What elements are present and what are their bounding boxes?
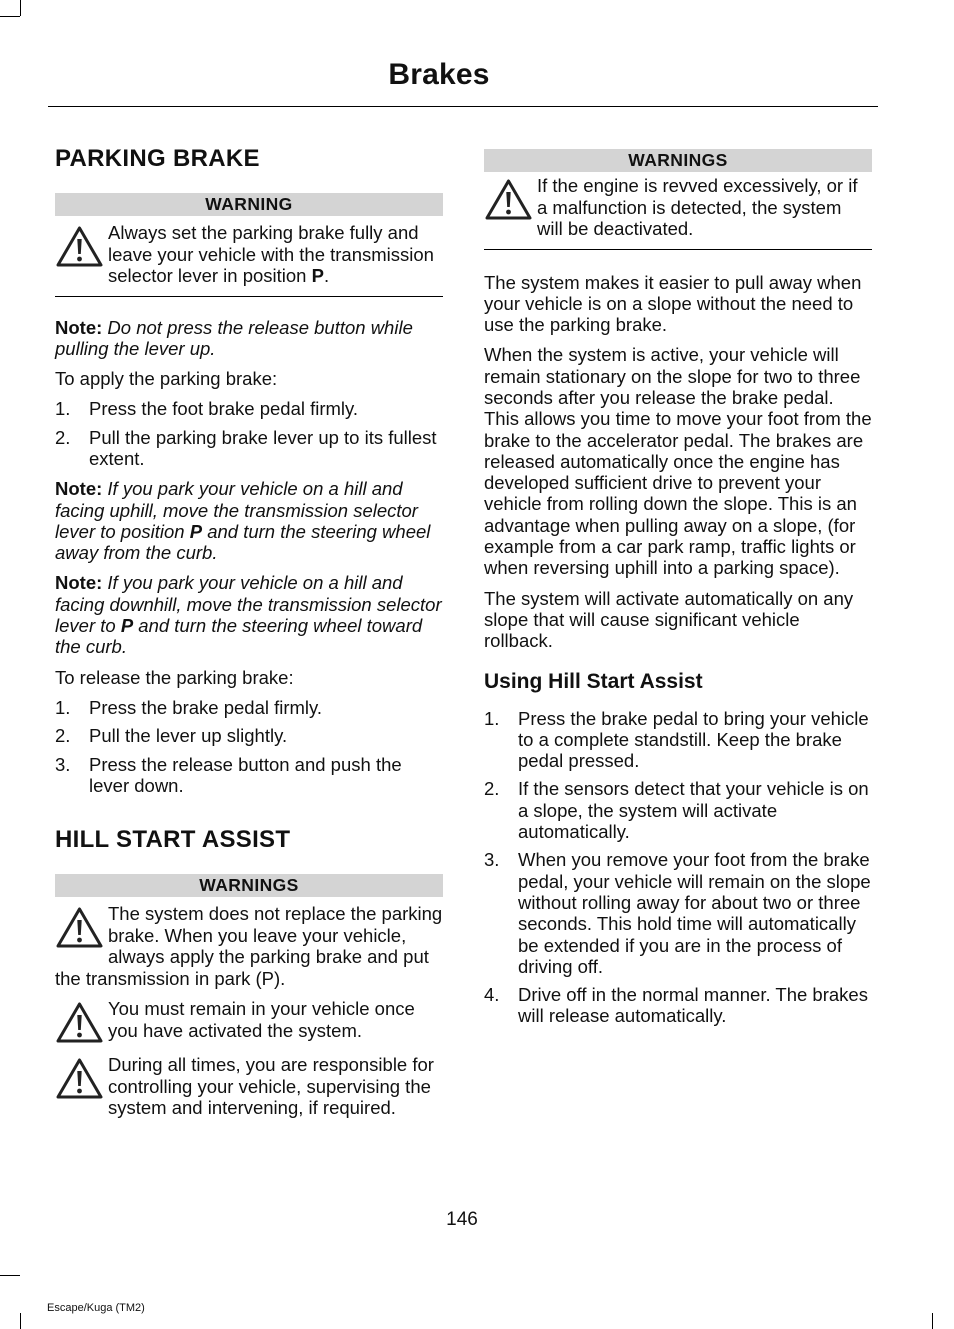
- warning-text: If the engine is revved excessively, or if a malfunction is detected, the system will be deactivated.: [537, 175, 858, 239]
- list-item: [484, 984, 872, 1027]
- warnings-heading: WARNINGS: [55, 874, 443, 897]
- position-letter: P: [189, 520, 203, 542]
- list-item: [55, 427, 443, 470]
- step-number: 2.: [484, 778, 500, 800]
- note: [55, 572, 443, 657]
- note-text: and turn the steering wheel toward the curb.: [55, 615, 423, 658]
- crop-mark: [20, 0, 21, 16]
- list-item: [484, 849, 872, 977]
- parking-brake-title: PARKING BRAKE: [55, 145, 260, 172]
- step-number: 2.: [55, 426, 71, 448]
- warning-triangle-icon: [55, 1057, 104, 1101]
- step-number: 4.: [484, 984, 500, 1006]
- warning-text: During all times, you are responsible for controlling your vehicle, supervising the system and intervening, if required.: [108, 1054, 434, 1119]
- step-text: Pull the parking brake lever up to its fullest extent.: [89, 426, 437, 469]
- warnings-block: [484, 172, 872, 250]
- crop-mark: [932, 1313, 933, 1329]
- note-label: Note:: [55, 572, 103, 594]
- apply-intro: To apply the parking brake:: [55, 368, 278, 390]
- footer-model: Escape/Kuga (TM2): [47, 1302, 145, 1314]
- step-text: Press the foot brake pedal firmly.: [89, 398, 359, 420]
- note: [55, 317, 443, 360]
- warning-triangle-icon: [484, 178, 533, 222]
- crop-mark: [0, 16, 20, 17]
- warning-block: [55, 216, 443, 297]
- left-column: [55, 145, 443, 1148]
- crop-mark: [0, 1275, 20, 1276]
- step-text: Press the brake pedal to bring your vehicle to a complete standstill. Keep the brake pedal pressed.: [518, 707, 869, 772]
- warning-item: [55, 903, 443, 989]
- list-item: [484, 778, 872, 842]
- page-header-title: Brakes: [388, 58, 490, 91]
- note-text: If you park your vehicle on a hill and facing downhill, move the transmission selector lever to: [55, 572, 442, 637]
- warnings-block: [55, 897, 443, 1128]
- step-number: 1.: [484, 707, 500, 729]
- step-number: 1.: [55, 696, 71, 718]
- step-number: 3.: [55, 753, 71, 775]
- using-hill-start-title: Using Hill Start Assist: [484, 669, 703, 693]
- body-paragraph: When the system is active, your vehicle will remain stationary on the slope for two to three seconds after you release the brake pedal. This allows you time to move your foot from the brake to the accelerator pedal. The brakes are released automatically once the engine has developed sufficient drive to prevent your vehicle from rolling down the slope. This is an advantage when pulling away on a slope, (for example from a car park ramp, traffic lights or when reversing uphill into a parking space).: [484, 344, 872, 579]
- hill-start-title: HILL START ASSIST: [55, 826, 291, 854]
- warning-item: [484, 175, 872, 240]
- body-paragraph: The system makes it easier to pull away when your vehicle is on a slope without the need to use the parking brake.: [484, 271, 862, 336]
- release-steps: [55, 697, 443, 796]
- warning-text: You must remain in your vehicle once you have activated the system.: [108, 998, 415, 1041]
- warning-heading: WARNING: [55, 193, 443, 216]
- step-text: If the sensors detect that your vehicle is on a slope, the system will activate automatically.: [518, 778, 869, 843]
- list-item: [55, 697, 443, 718]
- list-item: [484, 708, 872, 772]
- step-text: Drive off in the normal manner. The brakes will release automatically.: [518, 984, 868, 1027]
- body-paragraph: The system will activate automatically on any slope that will cause significant vehicle rollback.: [484, 587, 854, 652]
- note-text: Do not press the release button while pulling the lever up.: [55, 316, 413, 359]
- warning-item: [55, 1054, 443, 1119]
- list-item: [55, 398, 443, 419]
- using-steps: [484, 708, 872, 1027]
- warning-item: [55, 998, 443, 1045]
- step-number: 3.: [484, 849, 500, 871]
- warning-triangle-icon: [55, 1001, 104, 1045]
- warning-triangle-icon: [55, 225, 104, 269]
- right-column: [484, 149, 872, 1036]
- position-letter: P: [120, 615, 134, 637]
- step-text: Press the release button and push the lever down.: [89, 753, 402, 796]
- note-text: If you park your vehicle on a hill and facing uphill, move the transmission selector lever to position: [55, 478, 418, 542]
- position-letter: P: [311, 265, 324, 286]
- warning-item: [55, 222, 443, 287]
- apply-steps: [55, 398, 443, 469]
- step-number: 2.: [55, 725, 71, 747]
- note-text: and turn the steering wheel away from the curb.: [55, 520, 431, 564]
- step-number: 1.: [55, 398, 71, 420]
- warning-text: Always set the parking brake fully and leave your vehicle with the transmission selector lever in position: [108, 222, 434, 286]
- step-text: Press the brake pedal firmly.: [89, 696, 323, 718]
- warnings-heading: WARNINGS: [484, 149, 872, 172]
- list-item: [55, 754, 443, 797]
- release-intro: To release the parking brake:: [55, 666, 294, 688]
- warning-text-end: .: [323, 265, 330, 286]
- step-text: Pull the lever up slightly.: [89, 725, 288, 747]
- list-item: [55, 725, 443, 746]
- note: [55, 478, 443, 563]
- warning-text: The system does not replace the parking brake. When you leave your vehicle, always apply the parking brake and put the transmission in park (P).: [55, 903, 443, 989]
- note-label: Note:: [55, 316, 103, 338]
- note-label: Note:: [55, 478, 103, 500]
- page-number: 146: [446, 1209, 478, 1230]
- header-rule: [48, 106, 878, 107]
- step-text: When you remove your foot from the brake pedal, your vehicle will remain on the slope without rolling away for about two or three seconds. This hold time will automatically be extended if you are in the process of driving off.: [518, 849, 871, 977]
- warning-triangle-icon: [55, 906, 104, 950]
- crop-mark: [20, 1313, 21, 1329]
